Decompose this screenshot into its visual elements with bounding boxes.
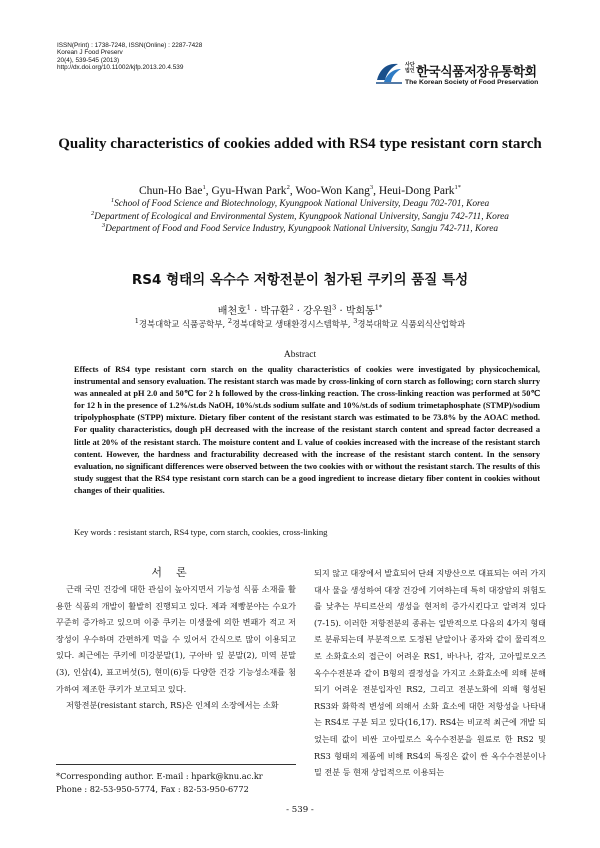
society-korean-name: 한국식품저장유통학회 (416, 65, 537, 80)
affiliation-ko: $^1$경북대학교 식품공학부 (134, 317, 223, 329)
affiliation-ko: $^2$경북대학교 생태환경시스템학부 (227, 317, 348, 329)
affiliation-en: $^2$Department of Ecological and Environmental System, Kyungpook National University, Sangju 742-711, Korea (91, 209, 509, 222)
author-ko: 박규환$^2$ (260, 303, 294, 317)
contact-phone: Phone : 82-53-950-5774, Fax : 82-53-950-6772 (56, 783, 249, 794)
body-column-left (56, 581, 296, 714)
body-paragraph: 근래 국민 건강에 대한 관심이 높아지면서 기능성 식품 소재를 활용한 식품의 개발이 활발히 진행되고 있다. 제과 제빵분야는 수요가 꾸준히 증가하고 있으며 이중 쿠키는 미생물에 의한 변패가 적고 저장성이 우수하며 간편하게 먹을 수 있어서 간식으로 많이 이용되고 있다. 최근에는 쿠키에 미강분말(1), 구아바 잎 분말(2), 미역 분말(3), 인삼(4), 표고버섯(5), 현미(6)등 다양한 건강 기능성소재를 첨가하여 제조한 쿠키가 보고되고 있다. (56, 584, 296, 694)
author-ko: 배천호$^1$ (217, 303, 251, 317)
author-ko: 강우원$^3$ (303, 303, 337, 317)
affiliation-en: $^1$School of Food Science and Biotechnology, Kyungpook National University, Deagu 702-701, Korea (110, 196, 490, 209)
page-number: - 539 - (286, 805, 314, 815)
corresponding-author: *Corresponding author. E-mail : hpark@knu.ac.kr (56, 771, 263, 781)
intro-heading: 서론 (151, 566, 201, 579)
footnote-divider (56, 764, 296, 765)
journal-info (57, 42, 202, 72)
journal-name: Korean J Food Preserv (57, 49, 123, 57)
affiliations-en (40, 198, 560, 236)
journal-issn: ISSN(Print) : 1738-7248, ISSN(Online) : 2287-7428 (57, 42, 203, 49)
paper-title-ko: RS4 형태의 옥수수 저항전분이 첨가된 쿠키의 품질 특성 (131, 272, 469, 288)
journal-volume: 20(4), 539-545 (2013) (57, 56, 120, 64)
author-en: Heui-Dong Park$^{1*}$ (378, 184, 462, 197)
paper-title-en: Quality characteristics of cookies added with RS4 type resistant corn starch (58, 136, 542, 152)
affiliations-ko: $^1$경북대학교 식품공학부, $^2$경북대학교 생태환경시스템학부, $^3$경북대학교 식품외식산업학과 (134, 317, 466, 329)
author-en: Chun-Ho Bae$^1$ (138, 184, 206, 197)
society-emblem-icon (374, 60, 404, 86)
authors-ko: 배천호$^1$ · 박규환$^2$ · 강우원$^3$ · 박희동$^{1*}$ (217, 303, 383, 317)
affiliation-ko: $^3$경북대학교 식품외식산업학과 (353, 317, 466, 329)
footnote (56, 770, 316, 795)
society-logo (374, 58, 554, 92)
authors-en: Chun-Ho Bae$^1$, Gyu-Hwan Park$^2$, Woo-Won Kang$^3$, Heui-Dong Park$^{1*}$ (138, 184, 462, 197)
author-ko: 박희동$^{1*}$ (345, 303, 383, 317)
keywords: Key words : resistant starch, RS4 type, corn starch, cookies, cross-linking (74, 527, 328, 537)
abstract-heading: Abstract (283, 350, 317, 360)
keywords-label: Key words (74, 527, 112, 537)
affiliation-en: $^3$Department of Food and Food Service Industry, Kyungpook National University, Sangju 742-711, Korea (101, 221, 499, 234)
society-english-name: The Korean Society of Food Preservation (405, 79, 539, 86)
body-column-right (314, 565, 546, 781)
author-en: Gyu-Hwan Park$^2$ (211, 184, 290, 197)
body-paragraph: 저항전분(resistant starch, RS)은 인체의 소장에서는 소화 (66, 700, 279, 711)
abstract-body: Effects of RS4 type resistant corn starch on the quality characteristics of cookies were investigated by physicochemical, instrumental and sensory evaluation. The resistant starch was made by cross-linking of corn starch as following; corn starch slurry was annealed at pH 2.0 and 50℃ for 2 h followed by the cross-linking reaction. The cross-linking reaction was performed at 50℃ for 12 h in the presence of 1.2%/st.ds NaOH, 10%/st.ds sodium sulfate and 10%/st.ds of sodium trimetaphosphate (STMP)/sodium tripolyphosphate (STPP) mixture. Dietary fiber content of the resistant starch was estimated to be 73.8% by the AOAC method. For quality characteristics, dough pH decreased with the increase of the resistant starch content and spread factor decreased a little at 20% of the resistant starch. The moisture content and L value of cookies increased with the increase of the resistant starch content. However, the hardness and fracturability decreased with the increase of the resistant starch content. In the sensory evaluation, no significant differences were observed between the two cookies with or without the resistant starch. The results of this study suggest that the RS4 type resistant corn starch can be a good ingredient to increase dietary fiber content in cookies without changes of their qualities. (74, 365, 540, 495)
author-en: Woo-Won Kang$^3$ (295, 184, 374, 197)
society-small-label: 사단법인 (405, 62, 415, 74)
journal-doi: http://dx.doi.org/10.11002/kjfp.2013.20.4.539 (57, 64, 184, 72)
keywords-text: resistant starch, RS4 type, corn starch, cookies, cross-linking (118, 527, 328, 537)
body-paragraph: 되지 않고 대장에서 발효되어 단쇄 지방산으로 대표되는 여러 가지 대사 물을 생성하여 대장 건강에 기여하는데 특히 대장암의 위험도를 낮추는 부티르산의 생성을 현저히 증가시킨다고 알려져 있다(7-15). 이러한 저항전분의 종류는 일반적으로 다음의 4가지 형태로 분류되는데 부분적으로 도정된 낟알이나 종자와 같이 물리적으로 소화효소의 접근이 어려운 RS1, 바나나, 감자, 고아밀로오즈 옥수수전분과 같이 B형의 결정성을 가지고 소화효소에 의해 분해되기 어려운 전분입자인 RS2, 그리고 전분노화에 의해 형성된 RS3와 화학적 변성에 의해서 소화 효소에 대한 저항성을 나타내는 RS4로 구분 되고 있다(16,17). RS4는 비교적 최근에 개발 되었는데 값이 비싼 고아밀로스 옥수수전분을 원료로 한 RS2 및 RS3 형태의 제품에 비해 RS4의 특징은 값이 싼 옥수수전분이나 밀 전분 등 현재 상업적으로 이용되는 (314, 568, 546, 778)
